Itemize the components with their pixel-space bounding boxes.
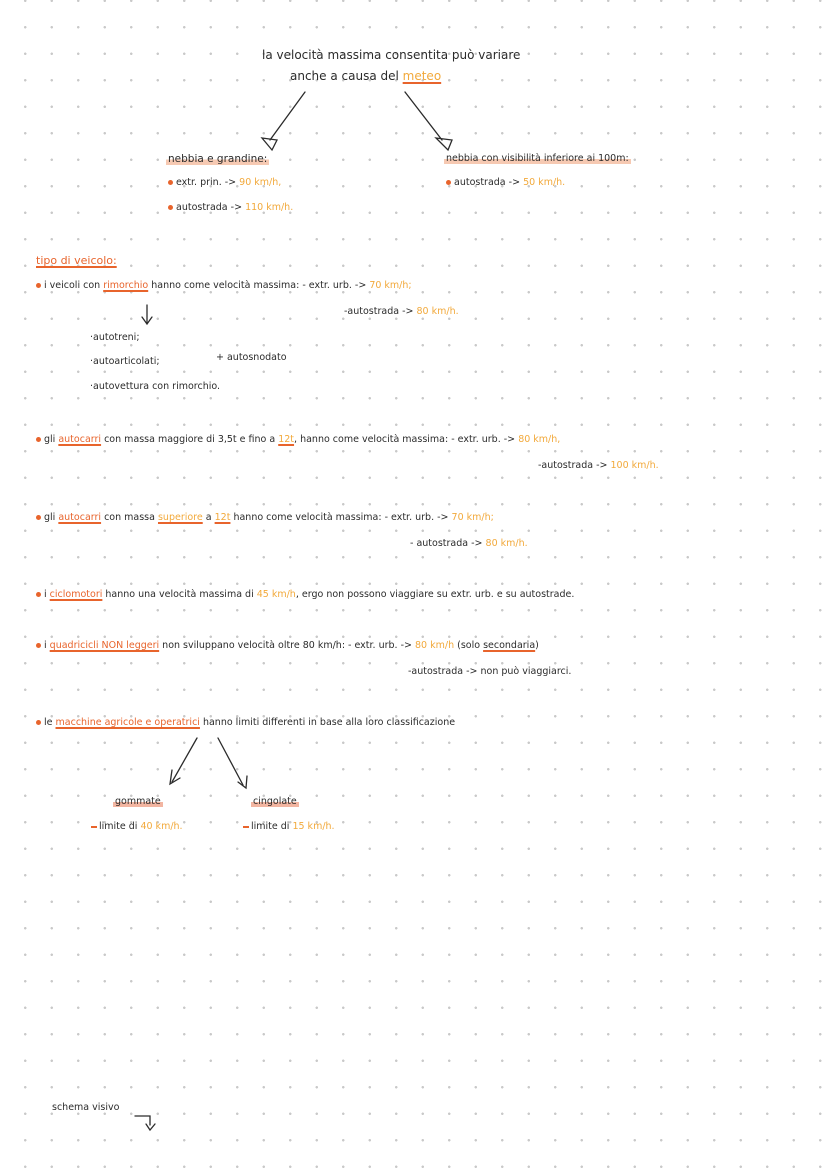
quadricicli-paren-close: ) [535,640,539,651]
autocarri-2-middle-2: a [202,512,215,523]
macchine-prefix: le [44,717,56,728]
bullet-icon [36,720,41,725]
bullet-icon [36,592,41,597]
autocarri-1-highlight-2: 12t [278,434,295,445]
ciclomotori-suffix: , ergo non possono viaggiare su extr. urb. e su autostrade. [295,589,575,600]
meteo-left-item-1-value: 90 km/h, [239,177,282,188]
bullet-icon [168,180,173,185]
autocarri-2-line-2-label: - autostrada -> [410,538,483,549]
autocarri-1-value-1: 80 km/h, [518,434,561,445]
cingolate-label: limite di [251,821,293,832]
cingolate-title-text: cingolate [253,796,297,807]
autocarri-1-suffix: , hanno come velocità massima: - extr. urb. -> [294,434,516,445]
autocarri-2-prefix: gli [44,512,59,523]
gommate-title-text: gommate [115,796,161,807]
footer-note: schema visivo [52,1102,120,1113]
meteo-left-item-1 [168,176,281,190]
cingolate-title [251,795,299,809]
ciclomotori-middle: hanno una velocità massima di [102,589,257,600]
gommate-title [113,795,163,809]
rimorchio-list-item-3: ·autovettura con rimorchio. [90,381,221,392]
autocarri-2-middle: con massa [101,512,158,523]
rimorchio-list-item-2: ·autoarticolati; [90,356,160,367]
autocarri-1-line-1 [36,433,560,447]
rimorchio-value-1: 70 km/h; [369,280,412,291]
quadricicli-value: 80 km/h [415,640,455,651]
rimorchio-line-2-label: -autostrada -> [344,306,414,317]
bullet-icon [446,180,451,185]
meteo-right-title-text: nebbia con visibilità inferiore ai 100m: [446,153,629,164]
quadricicli-paren-open: (solo [454,640,484,651]
meteo-left-title [166,152,269,166]
meteo-left-item-2 [168,201,293,215]
meteo-right-title [444,152,631,166]
autocarri-1-value-2: 100 km/h. [610,460,659,471]
meteo-right-item-1-label: autostrada -> [454,177,521,188]
autocarri-2-suffix: hanno come velocità massima: - extr. urb. -> [230,512,449,523]
macchine-suffix: hanno limiti differenti in base alla loro classificazione [199,717,456,728]
autocarri-1-highlight: autocarri [58,434,102,445]
bullet-icon [36,643,41,648]
autocarri-1-line-2 [538,459,659,473]
meteo-left-title-text: nebbia e grandine: [168,153,268,165]
rimorchio-extra: + autosnodato [216,352,287,363]
dash-icon [243,826,249,828]
meteo-right-item-1-value: 50 km/h. [523,177,566,188]
meteo-highlight: meteo [402,69,442,83]
quadricicli-highlight: quadricicli NON leggeri [49,640,160,651]
header-line-2 [290,69,441,83]
rimorchio-list-item-1: ·autotreni; [90,332,140,343]
gommate-value: 40 km/h. [140,821,183,832]
autocarri-2-highlight-2: superiore [157,512,203,523]
rimorchio-line-1 [36,279,412,293]
autocarri-1-middle: con massa maggiore di 3,5t e fino a [101,434,279,445]
autocarri-2-line-2 [410,537,528,551]
ciclomotori-prefix: i [44,589,50,600]
macchine-line [36,716,455,730]
quadricicli-middle: non sviluppano velocità oltre 80 km/h: - extr. urb. -> [159,640,412,651]
ciclomotori-highlight: ciclomotori [49,589,103,600]
bullet-icon [36,437,41,442]
quadricicli-line-1 [36,639,539,653]
meteo-right-item-1 [446,176,565,190]
header-line-1: la velocità massima consentita può variare [262,48,521,62]
quadricicli-line-2: -autostrada -> non può viaggiarci. [408,666,572,677]
cingolate-limit [243,820,335,834]
meteo-left-item-2-label: autostrada -> [176,202,243,213]
section-title: tipo di veicolo: [36,254,117,267]
rimorchio-suffix: hanno come velocità massima: - extr. urb. -> [148,280,367,291]
rimorchio-line-2 [344,305,459,319]
ciclomotori-value: 45 km/h [256,589,296,600]
autocarri-1-line-2-label: -autostrada -> [538,460,608,471]
macchine-highlight: macchine agricole e operatrici [55,717,200,728]
gommate-label: limite di [99,821,141,832]
quadricicli-prefix: i [44,640,50,651]
bullet-icon [168,205,173,210]
rimorchio-value-2: 80 km/h. [416,306,459,317]
autocarri-2-highlight-3: 12t [214,512,231,523]
rimorchio-prefix: i veicoli con [44,280,104,291]
autocarri-2-value-2: 80 km/h. [485,538,528,549]
cingolate-value: 15 km/h. [292,821,335,832]
autocarri-2-line-1 [36,511,494,525]
ciclomotori-line [36,588,574,602]
bullet-icon [36,515,41,520]
autocarri-2-highlight: autocarri [58,512,102,523]
meteo-left-item-2-value: 110 km/h. [245,202,294,213]
bullet-icon [36,283,41,288]
autocarri-1-prefix: gli [44,434,59,445]
gommate-limit [91,820,183,834]
dash-icon [91,826,97,828]
autocarri-2-value-1: 70 km/h; [451,512,494,523]
quadricicli-paren-highlight: secondaria [483,640,536,651]
rimorchio-highlight: rimorchio [103,280,149,291]
meteo-left-item-1-label: extr. prin. -> [176,177,237,188]
header-line-2-text: anche a causa del [290,69,403,83]
